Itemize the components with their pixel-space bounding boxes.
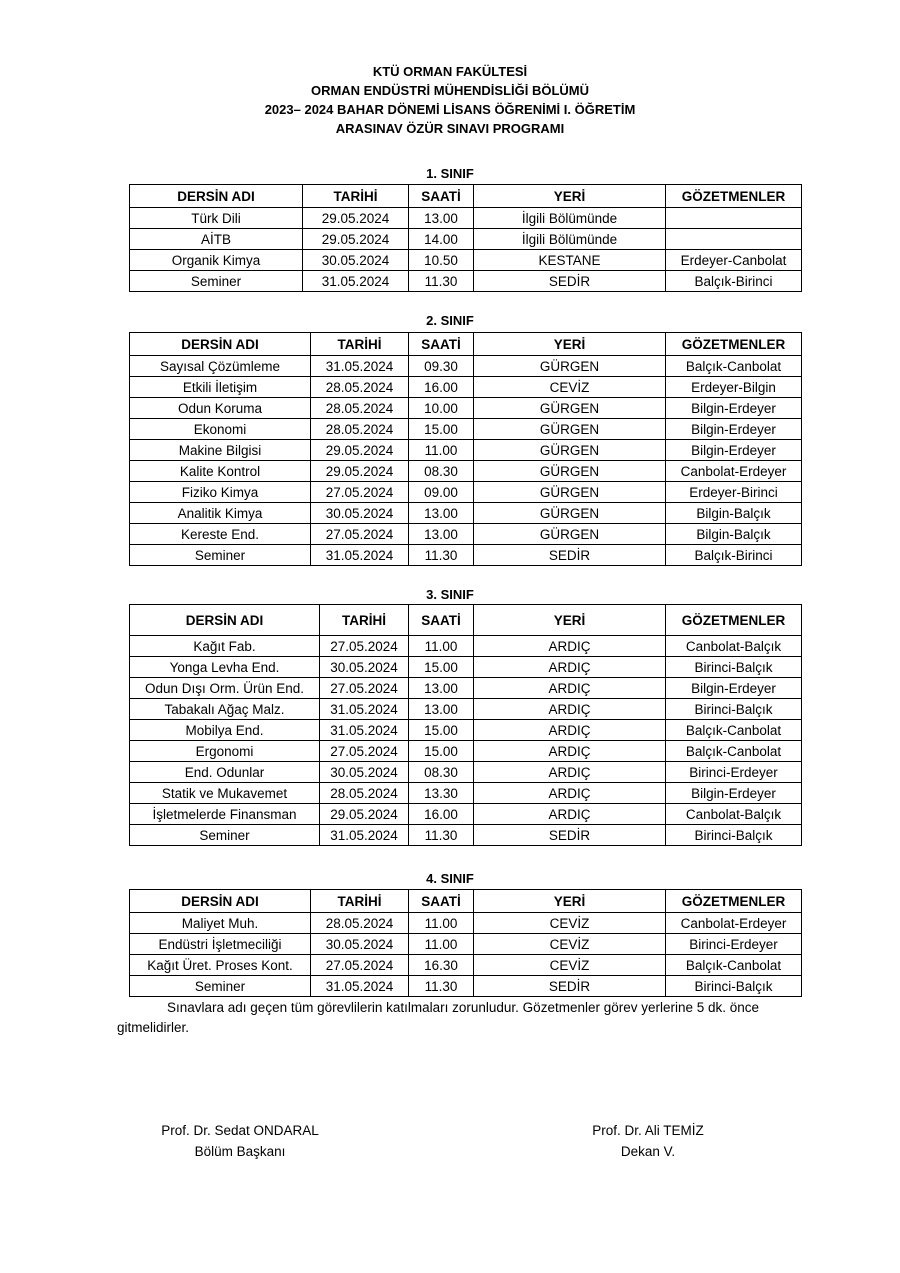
table-cell: ARDIÇ bbox=[474, 699, 666, 720]
table-cell: Kağıt Fab. bbox=[130, 636, 320, 657]
table-cell: Balçık-Canbolat bbox=[666, 741, 802, 762]
table-cell: Yonga Levha End. bbox=[130, 657, 320, 678]
table-cell: 30.05.2024 bbox=[320, 657, 409, 678]
signature-name: Prof. Dr. Ali TEMİZ bbox=[592, 1123, 704, 1138]
column-header: TARİHİ bbox=[320, 605, 409, 636]
table-cell: İlgili Bölümünde bbox=[474, 208, 666, 229]
table-header-row bbox=[130, 333, 802, 356]
table-cell: GÜRGEN bbox=[474, 482, 666, 503]
table-cell: Kalite Kontrol bbox=[130, 461, 311, 482]
table-cell: Etkili İletişim bbox=[130, 377, 311, 398]
table-cell: ARDIÇ bbox=[474, 741, 666, 762]
table-row bbox=[130, 398, 802, 419]
table-cell: 09.30 bbox=[409, 356, 474, 377]
table-cell: 28.05.2024 bbox=[311, 419, 409, 440]
table-cell: 13.00 bbox=[409, 208, 474, 229]
table-cell: ARDIÇ bbox=[474, 804, 666, 825]
table-cell: Türk Dili bbox=[130, 208, 303, 229]
program-title: ARASINAV ÖZÜR SINAVI PROGRAMI bbox=[335, 121, 565, 136]
table-cell: Erdeyer-Canbolat bbox=[666, 250, 802, 271]
table-row bbox=[130, 503, 802, 524]
table-cell: Erdeyer-Birinci bbox=[666, 482, 802, 503]
table-cell: CEVİZ bbox=[474, 955, 666, 976]
table-row bbox=[130, 783, 802, 804]
table-cell: Seminer bbox=[130, 825, 320, 846]
table-cell: CEVİZ bbox=[474, 377, 666, 398]
class-schedule-table bbox=[129, 332, 802, 566]
table-cell: GÜRGEN bbox=[474, 461, 666, 482]
table-cell: 29.05.2024 bbox=[303, 208, 409, 229]
document-header bbox=[0, 62, 900, 138]
table-row bbox=[130, 804, 802, 825]
table-cell: 11.30 bbox=[409, 976, 474, 997]
table-cell: 27.05.2024 bbox=[311, 955, 409, 976]
table-cell: AİTB bbox=[130, 229, 303, 250]
faculty-title: KTÜ ORMAN FAKÜLTESİ bbox=[372, 64, 528, 79]
table-row bbox=[130, 720, 802, 741]
table-cell: İşletmelerde Finansman bbox=[130, 804, 320, 825]
table-cell: Seminer bbox=[130, 271, 303, 292]
table-cell: Canbolat-Erdeyer bbox=[666, 461, 802, 482]
column-header: GÖZETMENLER bbox=[666, 185, 802, 208]
table-cell: 30.05.2024 bbox=[311, 934, 409, 955]
column-header: SAATİ bbox=[409, 890, 474, 913]
signature-department-head bbox=[150, 1120, 330, 1162]
class-title: 4. SINIF bbox=[426, 871, 474, 886]
table-row bbox=[130, 419, 802, 440]
table-cell: End. Odunlar bbox=[130, 762, 320, 783]
table-cell: Statik ve Mukavemet bbox=[130, 783, 320, 804]
table-cell: Mobilya End. bbox=[130, 720, 320, 741]
column-header: TARİHİ bbox=[303, 185, 409, 208]
table-cell: ARDIÇ bbox=[474, 720, 666, 741]
signature-title: Dekan V. bbox=[620, 1144, 676, 1159]
table-cell: Maliyet Muh. bbox=[130, 913, 311, 934]
table-cell: Odun Koruma bbox=[130, 398, 311, 419]
table-cell: GÜRGEN bbox=[474, 419, 666, 440]
table-cell: 09.00 bbox=[409, 482, 474, 503]
table-cell: 11.30 bbox=[409, 271, 474, 292]
table-cell: 16.00 bbox=[409, 804, 474, 825]
table-cell: 29.05.2024 bbox=[311, 440, 409, 461]
table-row bbox=[130, 482, 802, 503]
table-cell: Birinci-Balçık bbox=[666, 657, 802, 678]
table-cell: Erdeyer-Bilgin bbox=[666, 377, 802, 398]
table-cell: 15.00 bbox=[409, 741, 474, 762]
class-schedule-table bbox=[129, 889, 802, 997]
table-cell: 29.05.2024 bbox=[311, 461, 409, 482]
table-cell: GÜRGEN bbox=[474, 440, 666, 461]
instruction-note: Sınavlara adı geçen tüm görevlilerin katılmaları zorunludur. Gözetmenler görev yerlerine 5 dk. önce gitmelidirler. bbox=[117, 1000, 760, 1035]
table-cell: 28.05.2024 bbox=[311, 913, 409, 934]
table-cell: ARDIÇ bbox=[474, 762, 666, 783]
table-cell: Bilgin-Erdeyer bbox=[666, 398, 802, 419]
table-cell: 08.30 bbox=[409, 461, 474, 482]
table-cell: Kağıt Üret. Proses Kont. bbox=[130, 955, 311, 976]
table-cell: Birinci-Erdeyer bbox=[666, 934, 802, 955]
column-header: DERSİN ADI bbox=[130, 185, 303, 208]
column-header: SAATİ bbox=[409, 333, 474, 356]
column-header: DERSİN ADI bbox=[130, 333, 311, 356]
table-cell: ARDIÇ bbox=[474, 783, 666, 804]
column-header: YERİ bbox=[474, 605, 666, 636]
table-row bbox=[130, 955, 802, 976]
table-cell bbox=[666, 229, 802, 250]
table-cell: ARDIÇ bbox=[474, 636, 666, 657]
table-cell: Canbolat-Erdeyer bbox=[666, 913, 802, 934]
table-cell: SEDİR bbox=[474, 271, 666, 292]
table-cell: 15.00 bbox=[409, 419, 474, 440]
signature-title: Bölüm Başkanı bbox=[194, 1144, 286, 1159]
column-header: GÖZETMENLER bbox=[666, 890, 802, 913]
department-title: ORMAN ENDÜSTRİ MÜHENDİSLİĞİ BÖLÜMÜ bbox=[310, 83, 590, 98]
table-row bbox=[130, 461, 802, 482]
signature-dean bbox=[568, 1120, 728, 1162]
table-row bbox=[130, 657, 802, 678]
table-row bbox=[130, 524, 802, 545]
table-cell: Birinci-Balçık bbox=[666, 825, 802, 846]
table-cell: Canbolat-Balçık bbox=[666, 804, 802, 825]
table-cell: 31.05.2024 bbox=[311, 356, 409, 377]
table-row bbox=[130, 229, 802, 250]
table-cell: 11.00 bbox=[409, 934, 474, 955]
table-cell: Sayısal Çözümleme bbox=[130, 356, 311, 377]
table-cell bbox=[666, 208, 802, 229]
table-cell: 10.50 bbox=[409, 250, 474, 271]
table-header-row bbox=[130, 185, 802, 208]
table-cell: 29.05.2024 bbox=[303, 229, 409, 250]
table-cell: Birinci-Erdeyer bbox=[666, 762, 802, 783]
table-cell: CEVİZ bbox=[474, 934, 666, 955]
table-cell: CEVİZ bbox=[474, 913, 666, 934]
table-cell: Fiziko Kimya bbox=[130, 482, 311, 503]
table-cell: Bilgin-Erdeyer bbox=[666, 783, 802, 804]
table-cell: 13.00 bbox=[409, 524, 474, 545]
table-cell: Organik Kimya bbox=[130, 250, 303, 271]
table-row bbox=[130, 545, 802, 566]
table-cell: Bilgin-Erdeyer bbox=[666, 678, 802, 699]
table-cell: Ergonomi bbox=[130, 741, 320, 762]
table-cell: 11.30 bbox=[409, 545, 474, 566]
table-cell: 30.05.2024 bbox=[320, 762, 409, 783]
class-schedule-table bbox=[129, 604, 802, 846]
table-cell: Makine Bilgisi bbox=[130, 440, 311, 461]
table-cell: SEDİR bbox=[474, 825, 666, 846]
table-cell: 29.05.2024 bbox=[320, 804, 409, 825]
table-cell: Balçık-Canbolat bbox=[666, 356, 802, 377]
table-row bbox=[130, 271, 802, 292]
table-row bbox=[130, 741, 802, 762]
table-cell: Birinci-Balçık bbox=[666, 699, 802, 720]
table-cell: Balçık-Birinci bbox=[666, 271, 802, 292]
table-cell: 11.00 bbox=[409, 913, 474, 934]
column-header: DERSİN ADI bbox=[130, 605, 320, 636]
table-row bbox=[130, 913, 802, 934]
column-header: SAATİ bbox=[409, 605, 474, 636]
table-cell: 14.00 bbox=[409, 229, 474, 250]
table-row bbox=[130, 934, 802, 955]
table-cell: SEDİR bbox=[474, 545, 666, 566]
table-row bbox=[130, 377, 802, 398]
column-header: SAATİ bbox=[409, 185, 474, 208]
table-cell: Birinci-Balçık bbox=[666, 976, 802, 997]
table-cell: 13.00 bbox=[409, 699, 474, 720]
table-cell: 16.00 bbox=[409, 377, 474, 398]
table-cell: Seminer bbox=[130, 976, 311, 997]
table-cell: 11.30 bbox=[409, 825, 474, 846]
table-cell: GÜRGEN bbox=[474, 503, 666, 524]
table-cell: 11.00 bbox=[409, 636, 474, 657]
class-title: 2. SINIF bbox=[426, 313, 474, 328]
table-cell: 28.05.2024 bbox=[311, 377, 409, 398]
table-cell: Bilgin-Balçık bbox=[666, 503, 802, 524]
table-cell: 30.05.2024 bbox=[303, 250, 409, 271]
table-cell: 31.05.2024 bbox=[320, 720, 409, 741]
table-cell: 11.00 bbox=[409, 440, 474, 461]
table-cell: 16.30 bbox=[409, 955, 474, 976]
table-cell: Bilgin-Balçık bbox=[666, 524, 802, 545]
class-title: 1. SINIF bbox=[426, 166, 474, 181]
table-cell: 08.30 bbox=[409, 762, 474, 783]
table-cell: GÜRGEN bbox=[474, 524, 666, 545]
table-cell: GÜRGEN bbox=[474, 398, 666, 419]
signature-name: Prof. Dr. Sedat ONDARAL bbox=[161, 1123, 319, 1138]
table-row bbox=[130, 636, 802, 657]
table-cell: ARDIÇ bbox=[474, 657, 666, 678]
table-cell: 31.05.2024 bbox=[311, 976, 409, 997]
table-cell: Balçık-Canbolat bbox=[666, 720, 802, 741]
column-header: YERİ bbox=[474, 333, 666, 356]
column-header: YERİ bbox=[474, 890, 666, 913]
table-cell: 27.05.2024 bbox=[320, 678, 409, 699]
table-cell: 31.05.2024 bbox=[320, 825, 409, 846]
table-cell: 27.05.2024 bbox=[320, 636, 409, 657]
table-cell: Kereste End. bbox=[130, 524, 311, 545]
table-cell: 15.00 bbox=[409, 720, 474, 741]
column-header: YERİ bbox=[474, 185, 666, 208]
table-cell: İlgili Bölümünde bbox=[474, 229, 666, 250]
term-title: 2023– 2024 BAHAR DÖNEMİ LİSANS ÖĞRENİMİ I. ÖĞRETİM bbox=[264, 102, 636, 117]
column-header: GÖZETMENLER bbox=[666, 333, 802, 356]
table-cell: Bilgin-Erdeyer bbox=[666, 419, 802, 440]
table-cell: 31.05.2024 bbox=[320, 699, 409, 720]
table-cell: 30.05.2024 bbox=[311, 503, 409, 524]
table-cell: Balçık-Canbolat bbox=[666, 955, 802, 976]
table-row bbox=[130, 976, 802, 997]
table-cell: 31.05.2024 bbox=[311, 545, 409, 566]
class-schedule-table bbox=[129, 184, 802, 292]
table-cell: Bilgin-Erdeyer bbox=[666, 440, 802, 461]
table-cell: SEDİR bbox=[474, 976, 666, 997]
table-cell: Ekonomi bbox=[130, 419, 311, 440]
table-cell: Seminer bbox=[130, 545, 311, 566]
table-cell: 27.05.2024 bbox=[311, 482, 409, 503]
column-header: TARİHİ bbox=[311, 890, 409, 913]
table-cell: 10.00 bbox=[409, 398, 474, 419]
table-row bbox=[130, 356, 802, 377]
table-cell: 13.00 bbox=[409, 678, 474, 699]
table-cell: 27.05.2024 bbox=[311, 524, 409, 545]
table-row bbox=[130, 825, 802, 846]
table-cell: Canbolat-Balçık bbox=[666, 636, 802, 657]
table-row bbox=[130, 250, 802, 271]
table-header-row bbox=[130, 890, 802, 913]
column-header: TARİHİ bbox=[311, 333, 409, 356]
table-cell: GÜRGEN bbox=[474, 356, 666, 377]
table-cell: 13.30 bbox=[409, 783, 474, 804]
table-cell: 28.05.2024 bbox=[311, 398, 409, 419]
table-row bbox=[130, 440, 802, 461]
table-cell: Endüstri İşletmeciliği bbox=[130, 934, 311, 955]
table-row bbox=[130, 699, 802, 720]
table-cell: 15.00 bbox=[409, 657, 474, 678]
table-cell: KESTANE bbox=[474, 250, 666, 271]
table-cell: 28.05.2024 bbox=[320, 783, 409, 804]
table-cell: 13.00 bbox=[409, 503, 474, 524]
table-row bbox=[130, 208, 802, 229]
table-row bbox=[130, 762, 802, 783]
table-cell: Tabakalı Ağaç Malz. bbox=[130, 699, 320, 720]
table-cell: 27.05.2024 bbox=[320, 741, 409, 762]
table-cell: ARDIÇ bbox=[474, 678, 666, 699]
class-title: 3. SINIF bbox=[426, 587, 474, 602]
table-cell: 31.05.2024 bbox=[303, 271, 409, 292]
column-header: GÖZETMENLER bbox=[666, 605, 802, 636]
table-header-row bbox=[130, 605, 802, 636]
table-cell: Analitik Kimya bbox=[130, 503, 311, 524]
table-cell: Odun Dışı Orm. Ürün End. bbox=[130, 678, 320, 699]
column-header: DERSİN ADI bbox=[130, 890, 311, 913]
table-cell: Balçık-Birinci bbox=[666, 545, 802, 566]
table-row bbox=[130, 678, 802, 699]
